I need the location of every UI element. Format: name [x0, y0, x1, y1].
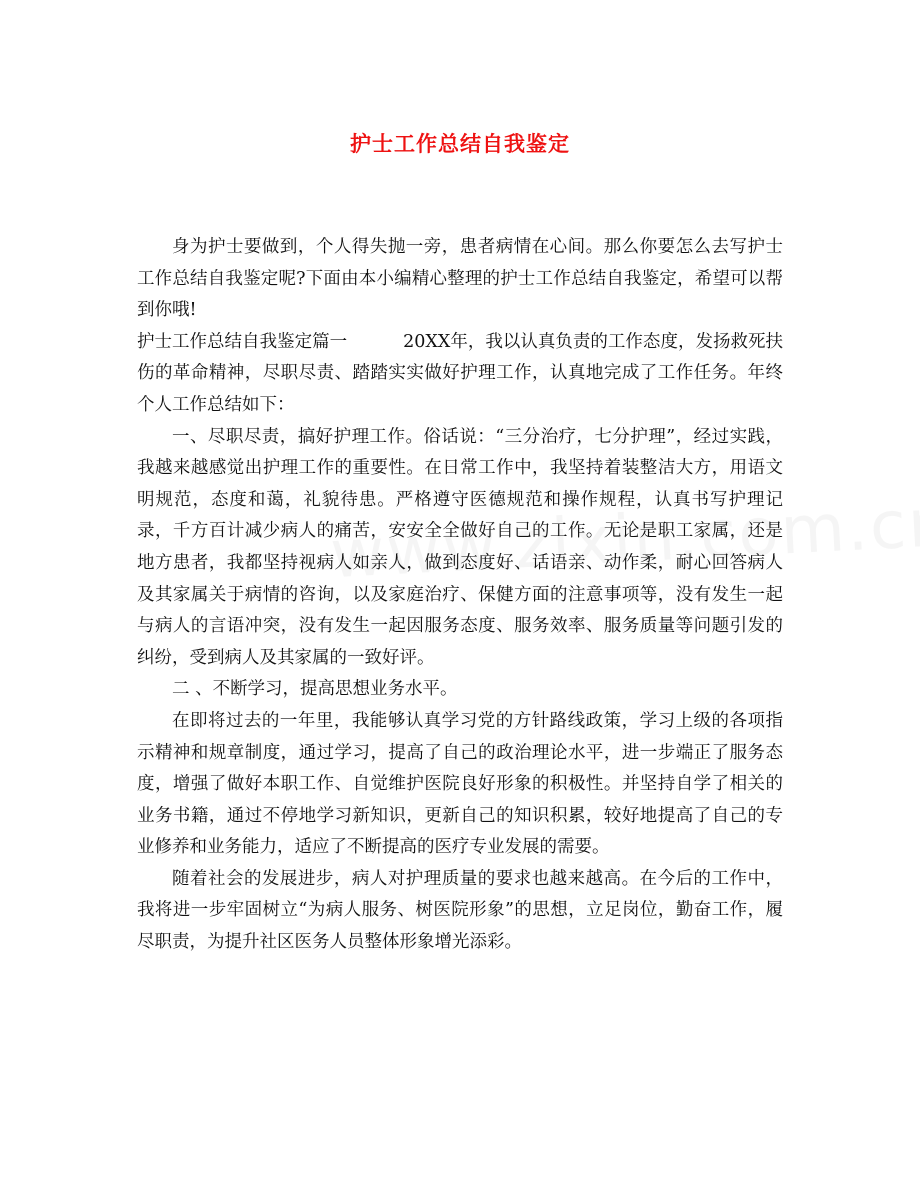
paragraph-learning: 在即将过去的一年里，我能够认真学习党的方针路线政策，学习上级的各项指示精神和规章制度，通过学习，提高了自己的政治理论水平，进一步端正了服务态度，增强了做好本职工作、自觉维护医院良好形象的积极性。并坚持自学了相关的业务书籍，通过不停地学习新知识，更新自己的知识积累，较好地提高了自己的专业修养和业务能力，适应了不断提高的医疗专业发展的需要。	[137, 710, 783, 858]
section-heading: 护士工作总结自我鉴定篇一	[137, 331, 348, 352]
document-title: 护士工作总结自我鉴定	[350, 132, 570, 156]
paragraph-learning-heading: 二 、不断学习，提高思想业务水平。	[172, 679, 458, 700]
document-body	[137, 232, 783, 959]
paragraph-duty: 一、尽职尽责，搞好护理工作。俗话说：“三分治疗，七分护理”，经过实践，我越来越感觉出护理工作的重要性。在日常工作中，我坚持着装整洁大方，用语文明规范，态度和蔼，礼貌待患。严格遵守医德规范和操作规程，认真书写护理记录，千方百计减少病人的痛苦，安安全全做好自己的工作。无论是职工家属，还是地方患者，我都坚持视病人如亲人，做到态度好、话语亲、动作柔，耐心回答病人及其家属关于病情的咨询，以及家庭治疗、保健方面的注意事项等，没有发生一起与病人的言语冲突，没有发生一起因服务态度、服务效率、服务质量等问题引发的纠纷，受到病人及其家属的一致好评。	[137, 426, 783, 668]
section-paragraph	[137, 327, 783, 422]
intro-paragraph: 身为护士要做到，个人得失抛一旁，患者病情在心间。那么你要怎么去写护士工作总结自我鉴定呢?下面由本小编精心整理的护士工作总结自我鉴定，希望可以帮到你哦!	[137, 237, 783, 321]
section-lead: 20XX年，我以认真负责的工作态度，发扬救死扶伤的革命精神，尽职尽责、踏踏实实做好护理工作，认真地完成了工作任务。年终个人工作总结如下：	[137, 331, 784, 415]
paragraph-future: 随着社会的发展进步，病人对护理质量的要求也越来越高。在今后的工作中，我将进一步牢固树立“为病人服务、树医院形象”的思想，立足岗位，勤奋工作，履尽职责，为提升社区医务人员整体形象增光添彩。	[137, 868, 783, 953]
